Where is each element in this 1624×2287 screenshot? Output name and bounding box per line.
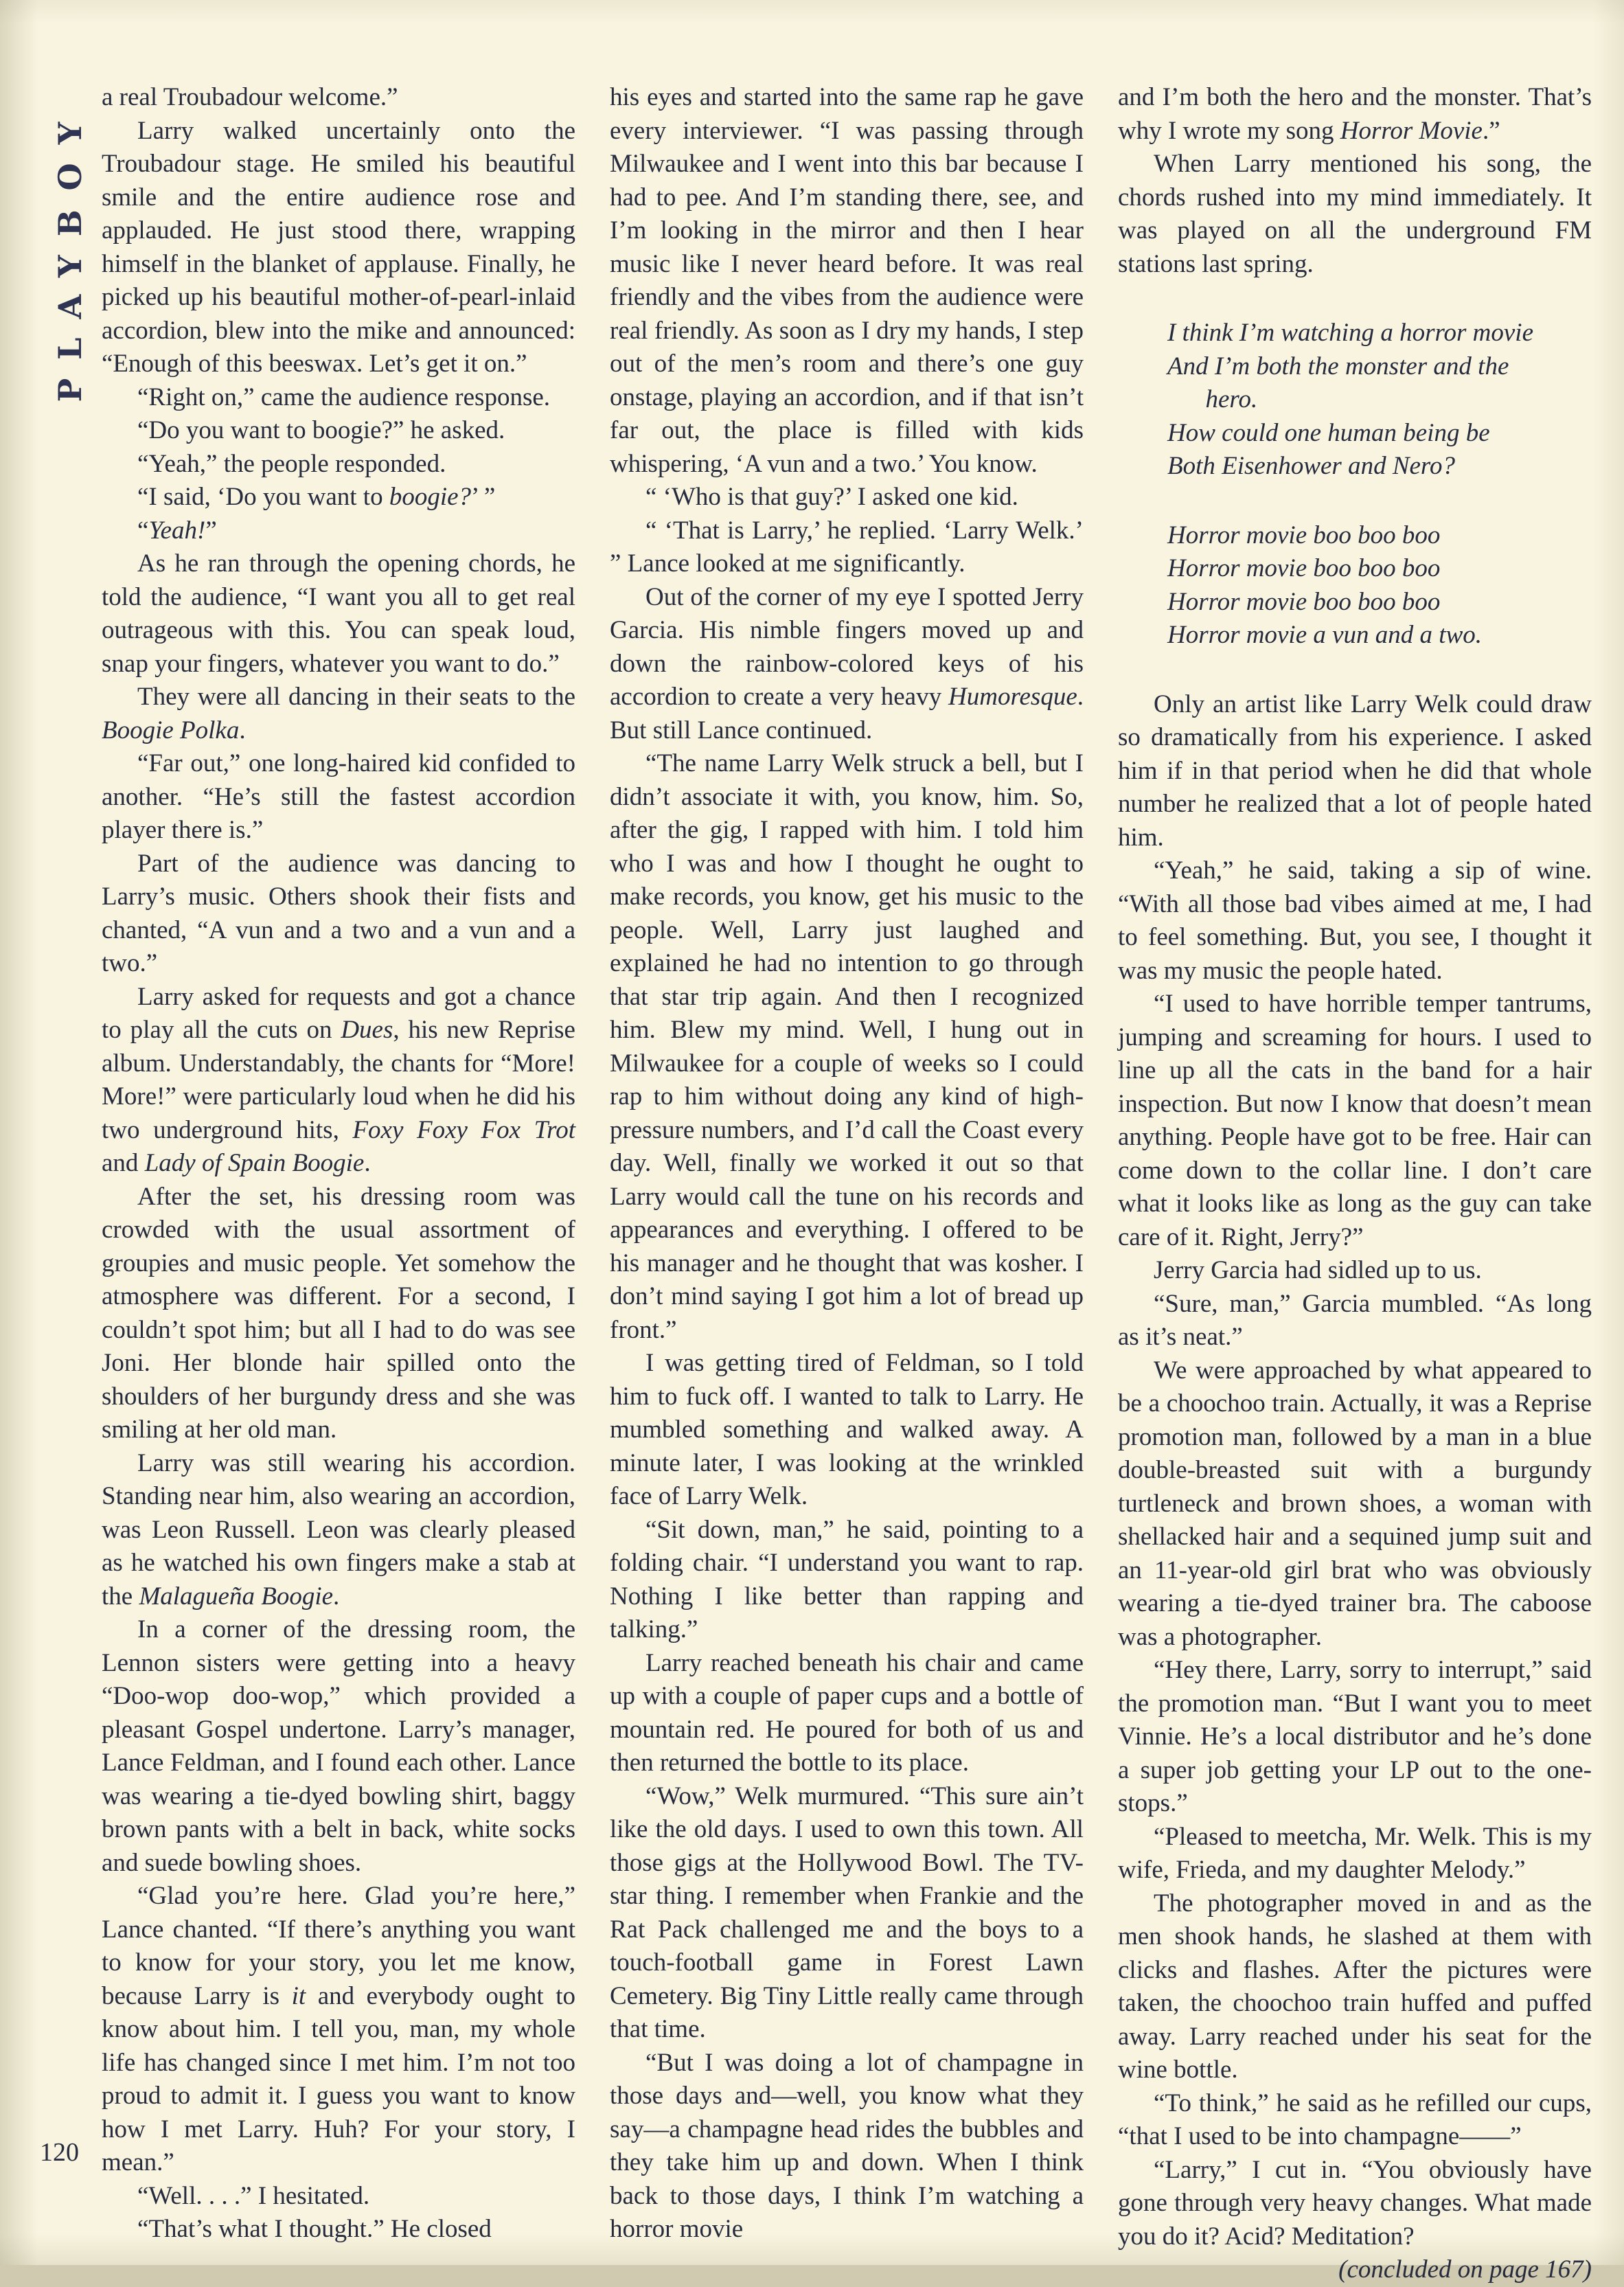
article-column-1	[102, 81, 575, 2287]
song-lyrics-stanza	[1167, 317, 1592, 483]
body-paragraph: Out of the corner of my eye I spotted Jerry Garcia. His nimble fingers moved up and down the rainbow-colored keys of his accordion to create a very heavy Humoresque. But still Lance continued.	[610, 582, 1084, 744]
lyric-line: How could one human being be	[1167, 418, 1490, 447]
article-columns	[102, 81, 1592, 2287]
body-paragraph: “The name Larry Welk struck a bell, but I didn’t associate it with, you know, him. So, after the gig, I rapped with him. I told him who I was and how I thought he ought to make records, you know, get his music to the people. Well, Larry just laughed and explained he had no intention to go through that star trip again. And then I recognized him. Blew my mind. Well, I hung out in Milwaukee for a couple of weeks so I could rap to him without doing any kind of high-pressure numbers, and I’d call the Coast every day. Well, finally we worked it out so that Larry would call the tune on his records and appearances and everything. I offered to be his manager and he thought that was kosher. I don’t mind saying I got him a lot of bread up front.”	[610, 749, 1084, 1344]
body-paragraph: When Larry mentioned his song, the chords rushed into my mind immediately. It was played on all the underground FM stations last spring.	[1118, 150, 1592, 278]
body-paragraph: Larry reached beneath his chair and came up with a couple of paper cups and a bottle of mountain red. He poured for both of us and then returned the bottle to its place.	[610, 1648, 1084, 1777]
body-paragraph: After the set, his dressing room was crowded with the usual assortment of groupies and music people. Yet somehow the atmosphere was different. For a second, I couldn’t spot him; but all I had to do was see Joni. Her blonde hair spilled onto the shoulders of her burgundy dress and she was smiling at her old man.	[102, 1182, 575, 1444]
lyric-line: Both Eisenhower and Nero?	[1167, 452, 1455, 480]
lyric-line: hero.	[1167, 385, 1258, 413]
body-paragraph: “To think,” he said as he refilled our cups, “that I used to be into champagne——”	[1118, 2089, 1592, 2150]
body-paragraph: “Yeah,” the people responded.	[137, 449, 446, 478]
body-paragraph: Larry was still wearing his accordion. Standing near him, also wearing an accordion, was Leon Russell. Leon was clearly pleased as he watched his own fingers make a stab at the Malagueña Boogie.	[102, 1448, 575, 1611]
article-column-3	[1118, 81, 1592, 2287]
body-paragraph: his eyes and started into the same rap he gave every interviewer. “I was passing through Milwaukee and I went into this bar because I had to pee. And I’m standing there, see, and I’m looking in the mirror and then I hear music like I never heard before. It was real friendly and the vibes from the audience were real friendly. As soon as I dry my hands, I step out of the men’s room and there’s one guy onstage, playing an accordion, and if that isn’t far out, the place is filled with kids whispering, ‘A vun and a two.’ You know.	[610, 83, 1084, 478]
lyric-line: Horror movie boo boo boo	[1167, 554, 1441, 582]
lyric-line: And I’m both the monster and the	[1167, 352, 1509, 380]
song-lyrics-stanza	[1167, 519, 1592, 652]
body-paragraph: They were all dancing in their seats to the Boogie Polka.	[102, 683, 575, 744]
body-paragraph: Jerry Garcia had sidled up to us.	[1154, 1256, 1482, 1284]
lyric-line: Horror movie a vun and a two.	[1167, 621, 1483, 649]
article-column-2	[610, 81, 1084, 2287]
body-paragraph: The photographer moved in and as the men shook hands, he slashed at them with clicks and flashes. After the pictures were taken, the choochoo train huffed and puffed away. Larry reached under his seat for the wine bottle.	[1118, 1889, 1592, 2084]
body-paragraph: “Hey there, Larry, sorry to interrupt,” said the promotion man. “But I want you to meet Vinnie. He’s a local distributor and he’s done a super job getting your LP out to the one-stops.”	[1118, 1656, 1592, 1817]
body-paragraph: (concluded on page 167)	[1338, 2255, 1592, 2284]
body-paragraph: “But I was doing a lot of champagne in those days and—well, you know what they say—a champagne head rides the bubbles and they take him up and down. When I think back to those days, I think I’m watching a horror movie	[610, 2048, 1084, 2243]
body-paragraph: “I said, ‘Do you want to boogie?’ ”	[137, 483, 496, 511]
body-paragraph: “Yeah!”	[137, 516, 217, 545]
body-paragraph: Larry asked for requests and got a chance to play all the cuts on Dues, his new Reprise album. Understandably, the chants for “More! More!” were particularly loud when he did his two underground hits, Foxy Foxy Fox Trot and Lady of Spain Boogie.	[102, 982, 575, 1177]
body-paragraph: Larry walked uncertainly onto the Troubadour stage. He smiled his beautiful smile and the entire audience rose and applauded. He just stood there, wrapping himself in the blanket of applause. Finally, he picked up his beautiful mother-of-pearl-inlaid accordion, blew into the mike and announced: “Enough of this beeswax. Let’s get it on.”	[102, 116, 575, 378]
magazine-spine-label: PLAYBOY	[52, 103, 89, 402]
body-paragraph: In a corner of the dressing room, the Lennon sisters were getting into a heavy “Doo-wop doo-wop,” which provided a pleasant Gospel undertone. Larry’s manager, Lance Feldman, and I found each other. Lance was wearing a tie-dyed bowling shirt, baggy brown pants with a belt in back, white socks and suede bowling shoes.	[102, 1615, 575, 1877]
body-paragraph: “Glad you’re here. Glad you’re here,” Lance chanted. “If there’s anything you want to know for your story, you let me know, because Larry is it and everybody ought to know about him. I tell you, man, my whole life has changed since I met him. I’m not too proud to admit it. I guess you want to know how I met Larry. Huh? For your story, I mean.”	[102, 1882, 576, 2176]
body-paragraph: “Far out,” one long-haired kid confided to another. “He’s still the fastest accordion player there is.”	[102, 749, 575, 844]
page-number: 120	[40, 2138, 79, 2167]
lyric-line: Horror movie boo boo boo	[1167, 587, 1441, 616]
body-paragraph: “Do you want to boogie?” he asked.	[137, 416, 505, 444]
body-paragraph: Part of the audience was dancing to Larry’s music. Others shook their fists and chanted, “A vun and a two and a vun and a two.”	[102, 849, 575, 977]
body-paragraph: “Pleased to meetcha, Mr. Welk. This is my wife, Frieda, and my daughter Melody.”	[1118, 1822, 1592, 1884]
body-paragraph: “Well. . . .” I hesitated.	[137, 2181, 370, 2210]
body-paragraph: “Yeah,” he said, taking a sip of wine. “With all those bad vibes aimed at me, I had to feel something. But, you see, I thought it was my music the people hated.	[1118, 856, 1592, 985]
body-paragraph: We were approached by what appeared to be a choochoo train. Actually, it was a Reprise promotion man, followed by a man in a blue double-breasted suit with a burgundy turtleneck and brown shoes, a woman with shellacked hair and a sequined jump suit and an 11-year-old girl brat who was obviously wearing a tie-dyed trainer bra. The caboose was a photographer.	[1118, 1356, 1592, 1651]
body-paragraph: “ ‘Who is that guy?’ I asked one kid.	[645, 483, 1018, 511]
body-paragraph: “That’s what I thought.” He closed	[137, 2215, 492, 2243]
body-paragraph: I was getting tired of Feldman, so I told him to fuck off. I wanted to talk to Larry. He mumbled something and walked away. A minute later, I was looking at the wrinkled face of Larry Welk.	[610, 1349, 1084, 1510]
body-paragraph: As he ran through the opening chords, he told the audience, “I want you all to get real outrageous with this. You can speak loud, snap your fingers, whatever you want to do.”	[102, 549, 575, 678]
body-paragraph: “Sit down, man,” he said, pointing to a folding chair. “I understand you want to rap. Nothing I like better than rapping and talking.”	[610, 1515, 1084, 1643]
body-paragraph: “Larry,” I cut in. “You obviously have gone through very heavy changes. What made you do it? Acid? Meditation?	[1118, 2155, 1592, 2251]
body-paragraph: “I used to have horrible temper tantrums, jumping and screaming for hours. I used to line up all the cats in the band for a hair inspection. But now I know that doesn’t mean anything. People have got to be free. Hair can come down to the collar line. I don’t care what it looks like as long as the guy can take care of it. Right, Jerry?”	[1118, 990, 1592, 1251]
body-paragraph: “Wow,” Welk murmured. “This sure ain’t like the old days. I used to own this town. All those gigs at the Hollywood Bowl. The TV-star thing. I remember when Frankie and the Rat Pack challenged me and the boys to a touch-football game in Forest Lawn Cemetery. Big Tiny Little really came through that time.	[610, 1782, 1084, 2043]
lyric-line: I think I’m watching a horror movie	[1167, 319, 1533, 347]
body-paragraph: Only an artist like Larry Welk could draw so dramatically from his experience. I asked him if in that period when he did that whole number he realized that a lot of people hated him.	[1118, 690, 1592, 852]
body-paragraph: “ ‘That is Larry,’ he replied. ‘Larry Welk.’ ” Lance looked at me significantly.	[610, 516, 1084, 578]
body-paragraph: “Sure, man,” Garcia mumbled. “As long as it’s neat.”	[1118, 1289, 1592, 1351]
body-paragraph: a real Troubadour welcome.”	[102, 83, 398, 111]
body-paragraph: “Right on,” came the audience response.	[137, 383, 551, 411]
body-paragraph: and I’m both the hero and the monster. That’s why I wrote my song Horror Movie.”	[1118, 83, 1592, 145]
lyric-line: Horror movie boo boo boo	[1167, 521, 1441, 549]
